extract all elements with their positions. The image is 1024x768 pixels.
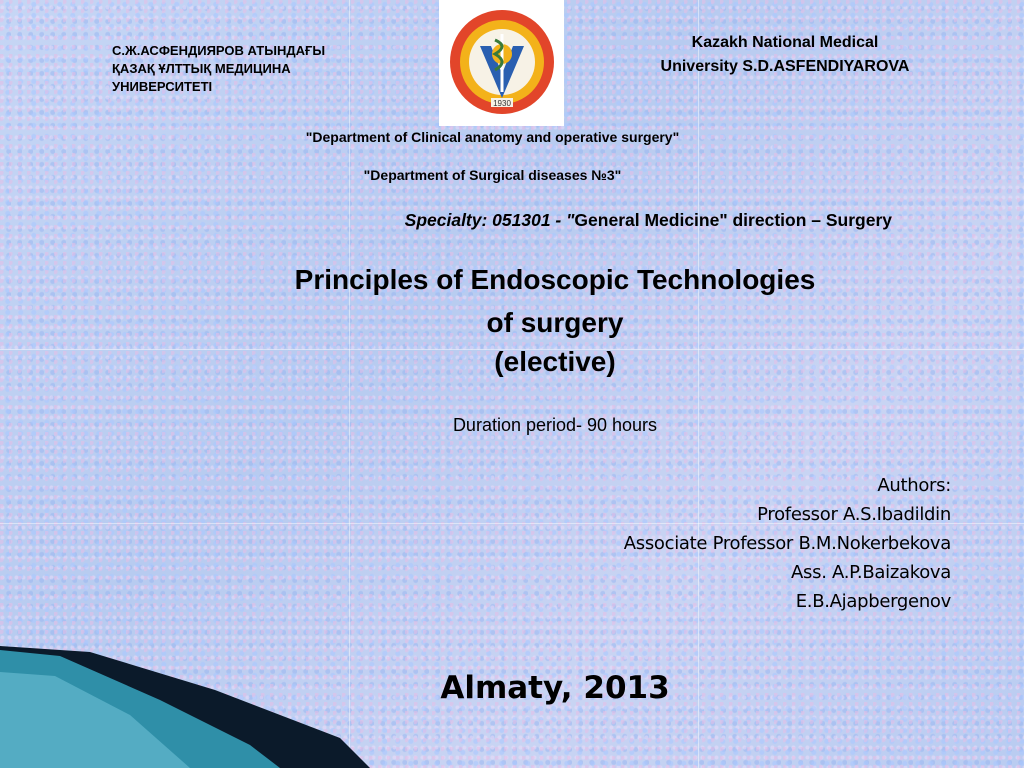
university-emblem-icon: [447, 6, 557, 118]
logo-container: [439, 0, 564, 126]
en-name-line: Kazakh National Medical: [691, 34, 879, 51]
kz-name-line: С.Ж.АСФЕНДИЯРОВ АТЫНДАҒЫ: [112, 43, 326, 58]
authors-heading: Authors:: [877, 475, 951, 496]
en-name-line: University S.D.ASFENDIYAROVA: [660, 58, 910, 75]
duration-text: Duration period- 90 hours: [452, 415, 658, 435]
author-item: Professor A.S.Ibadildin: [757, 504, 951, 525]
author-item: E.B.Ajapbergenov: [795, 591, 951, 612]
department-clinical-anatomy: "Department of Clinical anatomy and operative surgery": [305, 129, 680, 145]
specialty-prefix: Specialty: 051301 - ": [404, 210, 575, 230]
city-year: Almaty, 2013: [440, 670, 670, 706]
department-surgical-diseases: "Department of Surgical diseases №3": [363, 167, 622, 183]
specialty-text: General Medicine" direction – Surgery: [574, 210, 892, 230]
authors-block: [624, 471, 951, 616]
university-name-english: [600, 31, 970, 79]
specialty-line: [220, 208, 892, 232]
slide-title-line-1: Principles of Endoscopic Technologies: [294, 264, 816, 295]
author-item: Associate Professor B.M.Nokerbekova: [623, 533, 951, 554]
author-item: Ass. A.P.Baizakova: [791, 562, 951, 583]
university-name-kazakh: [112, 42, 432, 96]
slide-title-line-2: of surgery: [486, 307, 624, 338]
slide-title-line-3: (elective): [494, 346, 616, 377]
kz-name-line: ҚАЗАҚ ҰЛТТЫҚ МЕДИЦИНА: [112, 61, 291, 76]
kz-name-line: УНИВЕРСИТЕТІ: [112, 79, 213, 94]
emblem-year: 1930: [493, 99, 511, 108]
